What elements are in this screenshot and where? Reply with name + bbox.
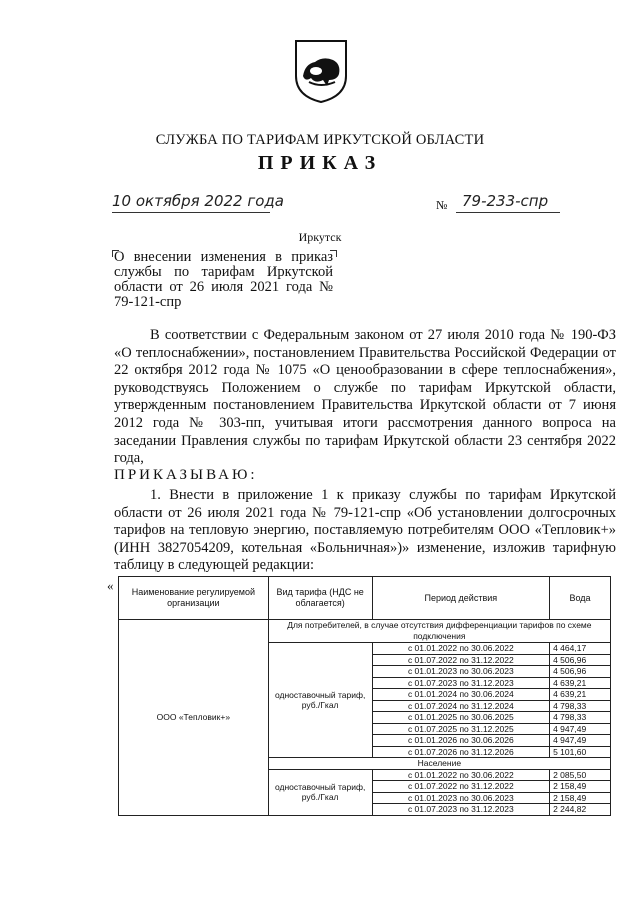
section-2-title: Население <box>268 758 610 770</box>
tariff-table <box>118 576 611 816</box>
period-cell: с 01.07.2022 по 31.12.2022 <box>372 654 550 666</box>
coat-of-arms-emblem <box>293 38 349 104</box>
period-cell: с 01.07.2023 по 31.12.2023 <box>372 677 550 689</box>
value-cell: 4 798,33 <box>550 700 611 712</box>
value-cell: 2 158,49 <box>550 792 611 804</box>
number-underline <box>456 212 560 213</box>
section-1-tariff-type: одноставочный тариф, руб./Гкал <box>268 643 372 758</box>
value-cell: 4 798,33 <box>550 712 611 724</box>
order-keyword: ПРИКАЗЫВАЮ: <box>114 467 258 483</box>
preamble-paragraph: В соответствии с Федеральным законом от 27 июля 2010 года № 190-ФЗ «О теплоснабжении», постановлением Правительства Российской Федерации от 22 октября 2012 года № 1075 «О ценообразовании в сфере теплоснабжения», руководствуясь Положением о службе по тарифам Иркутской области, утвержденным постановлением Правительства Иркутской области от 7 июня 2012 года № 303-пп, учитывая итоги рассмотрения данного вопроса на заседании Правления службы по тарифам Иркутской области 23 сентября 2022 года, <box>114 327 616 467</box>
value-cell: 5 101,60 <box>550 746 611 758</box>
org-name-cell: ООО «Тепловик+» <box>119 620 269 816</box>
order-number: 79-233-спр <box>462 192 549 210</box>
number-sign: № <box>436 198 448 212</box>
header-water: Вода <box>550 577 611 620</box>
period-cell: с 01.01.2025 по 30.06.2025 <box>372 712 550 724</box>
period-cell: с 01.07.2024 по 31.12.2024 <box>372 700 550 712</box>
header-period: Период действия <box>372 577 550 620</box>
order-date: 10 октября 2022 года <box>112 192 284 210</box>
period-cell: с 01.07.2025 по 31.12.2025 <box>372 723 550 735</box>
header-org: Наименование регулируемой организации <box>119 577 269 620</box>
period-cell: с 01.07.2026 по 31.12.2026 <box>372 746 550 758</box>
value-cell: 4 947,49 <box>550 723 611 735</box>
header-tariff-type: Вид тарифа (НДС не облагается) <box>268 577 372 620</box>
date-underline <box>112 212 270 213</box>
period-cell: с 01.01.2023 по 30.06.2023 <box>372 666 550 678</box>
period-cell: с 01.01.2024 по 30.06.2024 <box>372 689 550 701</box>
order-subject: О внесении изменения в приказ службы по тарифам Иркутской области от 26 июля 2021 года № 79-121-спр <box>114 249 333 310</box>
period-cell: с 01.01.2022 по 30.06.2022 <box>372 643 550 655</box>
value-cell: 2 244,82 <box>550 804 611 816</box>
value-cell: 4 506,96 <box>550 666 611 678</box>
period-cell: с 01.01.2023 по 30.06.2023 <box>372 792 550 804</box>
period-cell: с 01.07.2023 по 31.12.2023 <box>372 804 550 816</box>
period-cell: с 01.01.2026 по 30.06.2026 <box>372 735 550 747</box>
value-cell: 4 464,17 <box>550 643 611 655</box>
value-cell: 4 506,96 <box>550 654 611 666</box>
value-cell: 4 947,49 <box>550 735 611 747</box>
item-1-paragraph: 1. Внести в приложение 1 к приказу службы по тарифам Иркутской области от 26 июля 2021 года № 79-121-спр «Об установлении долгосрочных тарифов на тепловую энергию, поставляемую потребителям ООО «Тепловик+» (ИНН 3827054209, котельная «Больничная»)» изменение, изложив тарифную таблицу в следующей редакции: <box>114 487 616 574</box>
city-name: Иркутск <box>298 230 342 244</box>
section-2-tariff-type: одноставочный тариф, руб./Гкал <box>268 769 372 815</box>
value-cell: 4 639,21 <box>550 689 611 701</box>
section-1-header-row <box>119 620 611 643</box>
document-title: ПРИКАЗ <box>257 152 383 174</box>
table-header-row <box>119 577 611 620</box>
period-cell: с 01.01.2022 по 30.06.2022 <box>372 769 550 781</box>
value-cell: 4 639,21 <box>550 677 611 689</box>
value-cell: 2 085,50 <box>550 769 611 781</box>
agency-name: СЛУЖБА ПО ТАРИФАМ ИРКУТСКОЙ ОБЛАСТИ <box>155 132 485 148</box>
section-1-title: Для потребителей, в случае отсутствия дифференциации тарифов по схеме подключения <box>268 620 610 643</box>
period-cell: с 01.07.2022 по 31.12.2022 <box>372 781 550 793</box>
value-cell: 2 158,49 <box>550 781 611 793</box>
opening-quote: « <box>107 578 114 593</box>
